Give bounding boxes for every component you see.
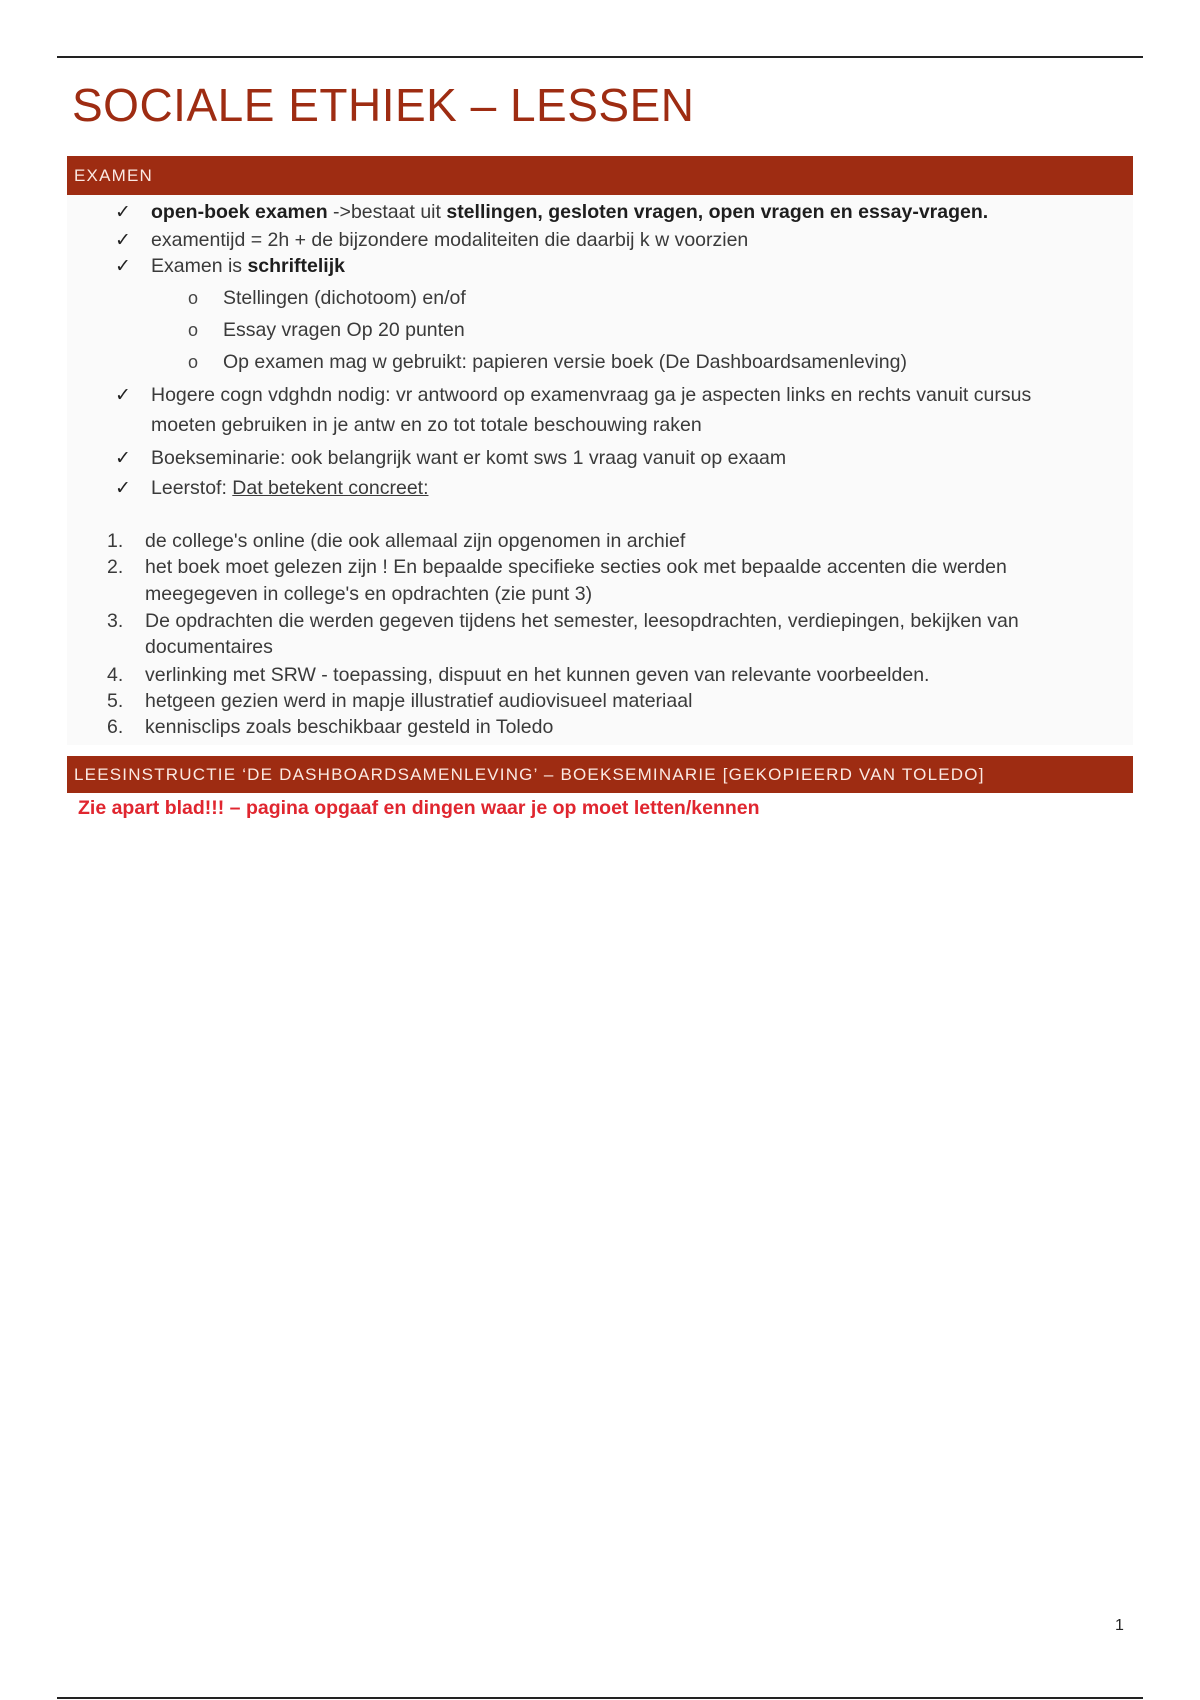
check-icon: ✓ (115, 256, 131, 277)
check-icon: ✓ (115, 448, 131, 469)
reading-note: Zie apart blad!!! – pagina opgaaf en dingen waar je op moet letten/kennen (78, 797, 760, 819)
page-number: 1 (1115, 1617, 1124, 1634)
check-icon: ✓ (115, 478, 131, 499)
section-heading-leesinstructie (67, 756, 1133, 793)
bottom-rule (57, 1697, 1143, 1699)
check-icon: ✓ (115, 385, 131, 406)
circle-bullet-icon: o (188, 352, 199, 372)
section-heading-label: EXAMEN (74, 165, 153, 185)
section-heading-label: LEESINSTRUCTIE ‘DE DASHBOARDSAMENLEVING’ – BOEKSEMINARIE [GEKOPIEERD VAN TOLEDO] (74, 764, 985, 784)
document-title: SOCIALE ETHIEK – LESSEN (72, 79, 695, 131)
section-heading-examen (67, 156, 1133, 195)
circle-bullet-icon: o (188, 320, 199, 340)
exam-panel: ✓ open-boek examen ->bestaat uit stellingen, gesloten vragen, open vragen en essay-vragen. ✓ examentijd = 2h + de bijzondere modaliteiten die daarbij k w voorzien ✓ Examen is schriftelijk o Stellingen (dichotoom) en/of o Essay vragen Op 20 punten o Op examen mag w gebruikt: papieren versie boek (De Dashboardsamenleving) ✓ Hogere cogn vdghdn nodig: vr antwoord op examenvraag ga je aspecten links en rechts vanuit cursus moeten gebruiken in je antw en zo tot totale beschouwing raken ✓ Boekseminarie: ook belangrijk want er komt sws 1 vraag vanuit op exaam ✓ Leerstof: Dat betekent concreet: 1. de college's online (die ook allemaal zijn opgenomen in archief 2. het boek moet gelezen zijn ! En bepaalde specifieke secties ook met bepaalde accenten die werden meegegeven in college's en opdrachten (zie punt 3) 3. De opdrachten die werden gegeven tijdens het semester, leesopdrachten, verdiepingen, bekijken van documentaires 4. verlinking met SRW - toepassing, dispuut en het kunnen geven van relevante voorbeelden. 5. hetgeen gezien werd in mapje illustratief audiovisueel materiaal 6. kennisclips zoals beschikbaar gesteld in Toledo (67, 195, 1133, 745)
circle-bullet-icon: o (188, 288, 199, 308)
top-rule (57, 56, 1143, 58)
check-icon: ✓ (115, 202, 131, 223)
check-icon: ✓ (115, 230, 131, 251)
